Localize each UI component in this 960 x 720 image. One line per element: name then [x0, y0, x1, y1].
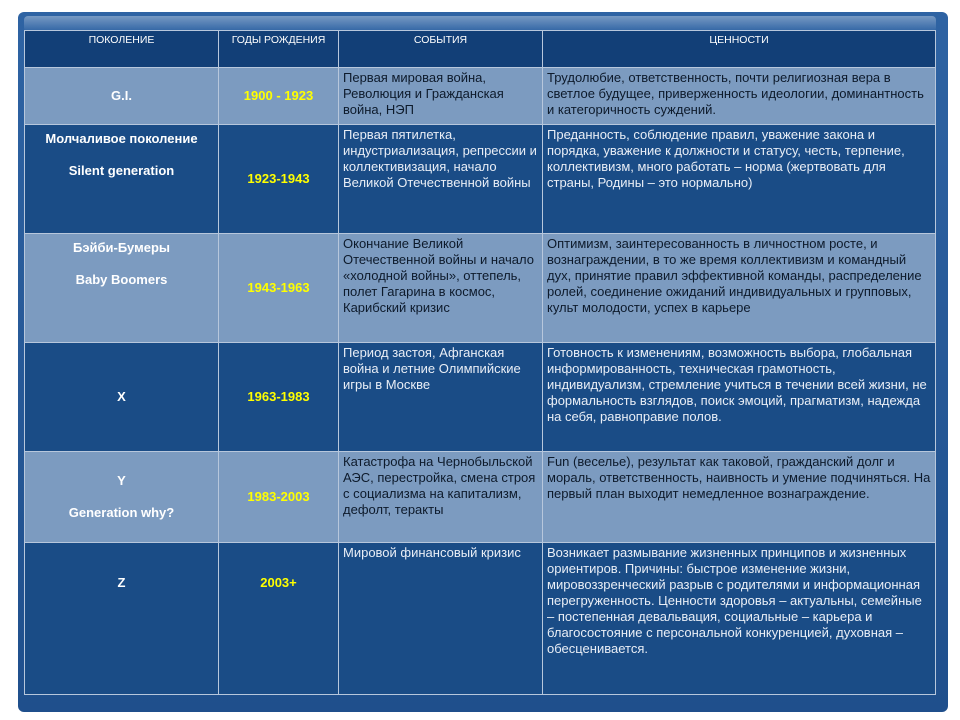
values-cell: Возникает размывание жизненных принципов и жизненных ориентиров. Причины: быстрое изменение жизни, мировоззренческий разрыв с родителями и информационная перегруженность. Ценности здоровья – актуальны, семейные – постепенная девальвация, социальные – карьера и благосостояние с персональной конкуренцией, духовная – обесценивается. — [543, 543, 936, 695]
years-cell: 1963-1983 — [219, 343, 339, 452]
table-row — [25, 452, 936, 543]
generation-name: G.I. — [111, 88, 132, 103]
header-generation: ПОКОЛЕНИЕ — [25, 31, 219, 68]
generation-name: Z — [117, 575, 126, 590]
years-cell: 1923-1943 — [219, 125, 339, 234]
generation-cell — [25, 543, 219, 695]
generation-cell — [25, 452, 219, 543]
header-values: ЦЕННОСТИ — [543, 31, 936, 68]
generation-cell — [25, 343, 219, 452]
table-row — [25, 343, 936, 452]
table-row — [25, 125, 936, 234]
generation-name: Бэйби-Бумеры — [73, 240, 170, 255]
header-years: ГОДЫ РОЖДЕНИЯ — [219, 31, 339, 68]
generation-name: Молчаливое поколение — [45, 131, 198, 146]
generation-cell — [25, 234, 219, 343]
values-cell: Трудолюбие, ответственность, почти религиозная вера в светлое будущее, приверженность идеологии, доминантность и категоричность суждений. — [543, 68, 936, 125]
generations-table — [24, 30, 936, 695]
events-cell: Первая пятилетка, индустриализация, репрессии и коллективизация, начало Великой Отечественной войны — [339, 125, 543, 234]
values-cell: Оптимизм, заинтересованность в личностном росте, и вознаграждении, в то же время коллективизм и командный дух, принятие правил эффективной команды, распределение ролей, соединение ожиданий индивидуальных и групповых, культ молодости, успех в карьере — [543, 234, 936, 343]
generation-cell — [25, 68, 219, 125]
header-row — [25, 31, 936, 68]
events-cell: Мировой финансовый кризис — [339, 543, 543, 695]
generation-cell — [25, 125, 219, 234]
generation-name: Y — [117, 473, 126, 488]
events-cell: Первая мировая война, Революция и Гражданская война, НЭП — [339, 68, 543, 125]
table-row — [25, 234, 936, 343]
years-cell: 1983-2003 — [219, 452, 339, 543]
events-cell: Катастрофа на Чернобыльской АЭС, перестройка, смена строя с социализма на капитализм, дефолт, теракты — [339, 452, 543, 543]
table-row — [25, 68, 936, 125]
generation-name-en: Generation why? — [68, 505, 175, 520]
generation-name: X — [117, 389, 126, 404]
years-cell: 1900 - 1923 — [219, 68, 339, 125]
header-events: СОБЫТИЯ — [339, 31, 543, 68]
table-row — [25, 543, 936, 695]
values-cell: Преданность, соблюдение правил, уважение закона и порядка, уважение к должности и статусу, честь, терпение, коллективизм, много работать – норма (жертвовать для страны, Родины – это нормально) — [543, 125, 936, 234]
events-cell: Период застоя, Афганская война и летние Олимпийские игры в Москве — [339, 343, 543, 452]
generation-name-en: Silent generation — [68, 163, 175, 178]
values-cell: Fun (веселье), результат как таковой, гражданский долг и мораль, ответственность, наивность и умение подчиняться. На первый план выходит немедленное вознаграждение. — [543, 452, 936, 543]
years-cell: 2003+ — [219, 543, 339, 695]
values-cell: Готовность к изменениям, возможность выбора, глобальная информированность, техническая грамотность, индивидуализм, стремление учиться в течении всей жизни, не формальность взглядов, поиск эмоций, прагматизм, надежда на себя, равноправие полов. — [543, 343, 936, 452]
years-cell: 1943-1963 — [219, 234, 339, 343]
generation-name-en: Baby Boomers — [75, 272, 168, 287]
events-cell: Окончание Великой Отечественной войны и начало «холодной войны», оттепель, полет Гагарина в космос, Карибский кризис — [339, 234, 543, 343]
